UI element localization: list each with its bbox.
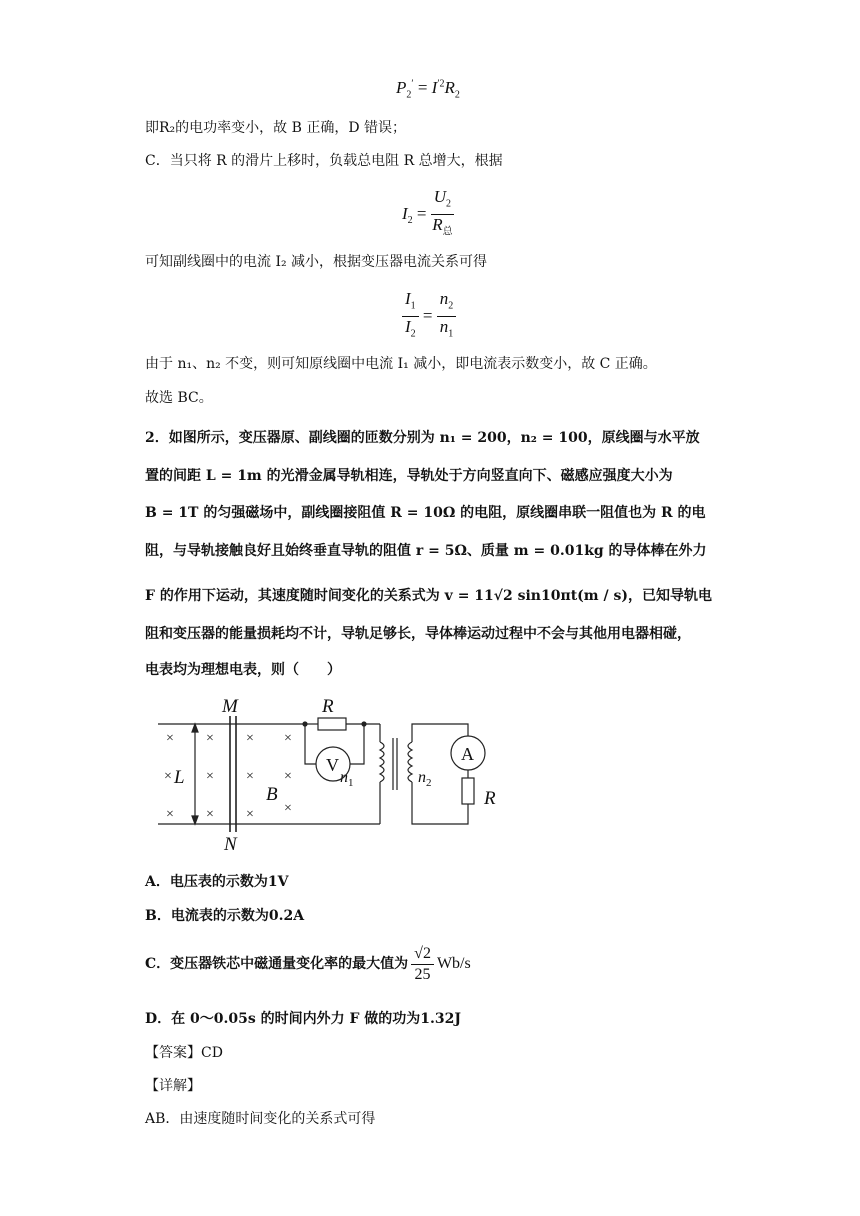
voltmeter-wire-right (350, 724, 364, 764)
option-d-prefix: D． (145, 1011, 172, 1027)
label-n2-letter: n (418, 769, 426, 786)
answer-label: 【答案】 (145, 1045, 201, 1061)
eq1-eqsign: = (413, 78, 432, 97)
eq2-num: U (433, 187, 447, 206)
option-c (145, 942, 471, 986)
option-c-fraction (411, 944, 434, 985)
series-resistor (318, 718, 346, 730)
equation-current (402, 187, 454, 243)
option-b (145, 906, 304, 926)
eq3-right-fraction (437, 289, 457, 345)
load-resistor (462, 778, 474, 804)
circuit-diagram (150, 694, 530, 854)
option-b-text: 电流表的示数为0.2A (170, 908, 305, 924)
text-choose-bc: 故选 BC。 (145, 390, 213, 406)
secondary-coil (408, 742, 412, 782)
option-b-prefix: B． (145, 908, 171, 924)
eq2-den: R (432, 215, 443, 235)
question-line-2: 置的间距 L = 1m 的光滑金属导轨相连，导轨处于方向竖直向下、磁感应强度大小为 (145, 468, 673, 484)
eq1-lhs-sub: 2 (406, 89, 412, 101)
voltmeter-label: V (326, 755, 339, 775)
eq3-den1: I (405, 317, 411, 337)
option-a-prefix: A． (145, 874, 170, 890)
question-line-4: 阻，与导轨接触良好且始终垂直导轨的阻值 r = 5Ω、质量 m = 0.01kg 的导体棒在外力 (145, 543, 707, 559)
eq1-rhs-i: I (431, 78, 438, 97)
arrow-head-top (192, 724, 198, 732)
label-n2 (418, 769, 432, 789)
equation-transformer-ratio (402, 289, 456, 345)
answer-value: CD (201, 1045, 223, 1061)
answer-line (145, 1043, 223, 1063)
eq3-den2: n (439, 317, 449, 337)
equation-power (396, 78, 460, 100)
question-line-5: F 的作用下运动，其速度随时间变化的关系式为 v = 11√2 sin10πt(m / s)，已知导轨电 (145, 588, 712, 604)
arrow-head-bottom (192, 816, 198, 824)
question-line-3: B = 1T 的匀强磁场中，副线圈接阻值 R = 10Ω 的电阻，原线圈串联一阻值也为 R 的电 (145, 505, 706, 521)
text-i2-decrease: 可知副线圈中的电流 I₂ 减小，根据变压器电流关系可得 (145, 254, 488, 270)
field-mark: × (284, 731, 292, 746)
field-mark: × (246, 769, 254, 784)
field-mark: × (284, 801, 292, 816)
eq3-den2-sub: 1 (448, 328, 454, 340)
detail-label: 【详解】 (145, 1078, 201, 1094)
option-d (145, 1009, 461, 1029)
eq2-lhs-sub: 2 (407, 215, 413, 227)
option-c-unit: Wb/s (436, 955, 471, 972)
wire (412, 782, 468, 824)
voltmeter-wire-left (305, 724, 316, 764)
label-n1-letter: n (340, 769, 348, 786)
field-mark: × (166, 731, 174, 746)
question-line-7: 电表均为理想电表，则（ ） (145, 662, 341, 678)
option-a (145, 872, 288, 892)
eq2-den-sub: 总 (442, 226, 453, 238)
label-r-load: R (484, 788, 496, 809)
eq3-num1-sub: 1 (410, 300, 416, 312)
option-c-text: 变压器铁芯中磁通量变化率的最大值为 (170, 956, 409, 972)
label-n1-sub: 1 (348, 777, 354, 789)
label-n: N (224, 834, 237, 854)
option-c-prefix: C． (145, 956, 171, 972)
field-mark: × (206, 807, 214, 822)
field-mark: × (284, 769, 292, 784)
eq1-lhs-prime: ′ (411, 78, 414, 90)
field-mark: × (206, 769, 214, 784)
text-option-c-intro: C．当只将 R 的滑片上移时，负载总电阻 R 总增大，根据 (145, 153, 503, 169)
eq3-left-fraction (402, 289, 419, 345)
question-line-1: 2．如图所示，变压器原、副线圈的匝数分别为 n₁ = 200，n₂ = 100，原线圈与水平放 (145, 430, 700, 446)
ammeter-label: A (461, 744, 474, 764)
field-mark: × (206, 731, 214, 746)
wire (412, 724, 468, 742)
label-r-series: R (322, 696, 334, 717)
option-c-numerator: √2 (411, 944, 434, 965)
option-d-text: 在 0～0.05s 的时间内外力 F 做的功为1.32J (171, 1011, 462, 1027)
label-l: L (174, 767, 185, 788)
text-ab-intro: AB．由速度随时间变化的关系式可得 (145, 1111, 376, 1127)
question-line-6: 阻和变压器的能量损耗均不计，导轨足够长，导体棒运动过程中不会与其他用电器相碰， (145, 626, 691, 642)
eq3-num1: I (405, 289, 411, 308)
eq1-rhs-r: R (444, 78, 455, 97)
eq1-rhs-sub: 2 (454, 89, 460, 101)
field-mark: × (246, 807, 254, 822)
label-m: M (222, 696, 238, 717)
field-mark: × (166, 807, 174, 822)
eq3-num2-sub: 2 (448, 300, 454, 312)
primary-coil (380, 742, 384, 782)
eq3-den1-sub: 2 (410, 328, 416, 340)
label-b: B (266, 784, 278, 805)
eq1-lhs: P (396, 78, 407, 97)
eq1-rhs-sup: ′2 (437, 78, 445, 90)
eq2-lhs: I (402, 203, 408, 223)
option-c-denominator: 25 (414, 965, 431, 983)
eq3-num2: n (439, 289, 449, 308)
text-n-unchanged: 由于 n₁、n₂ 不变，则可知原线圈中电流 I₁ 减小，即电流表示数变小，故 C 正确。 (145, 356, 657, 372)
field-mark: × (246, 731, 254, 746)
option-a-text: 电压表的示数为1V (169, 874, 289, 890)
eq2-eqsign: = (412, 203, 431, 223)
field-mark: × (164, 769, 172, 784)
label-n2-sub: 2 (426, 777, 432, 789)
eq2-num-sub: 2 (446, 198, 452, 210)
text-r2-power: 即R₂的电功率变小，故 B 正确，D 错误； (145, 120, 407, 136)
eq3-eqsign: = (418, 305, 437, 325)
eq2-fraction (431, 187, 454, 243)
